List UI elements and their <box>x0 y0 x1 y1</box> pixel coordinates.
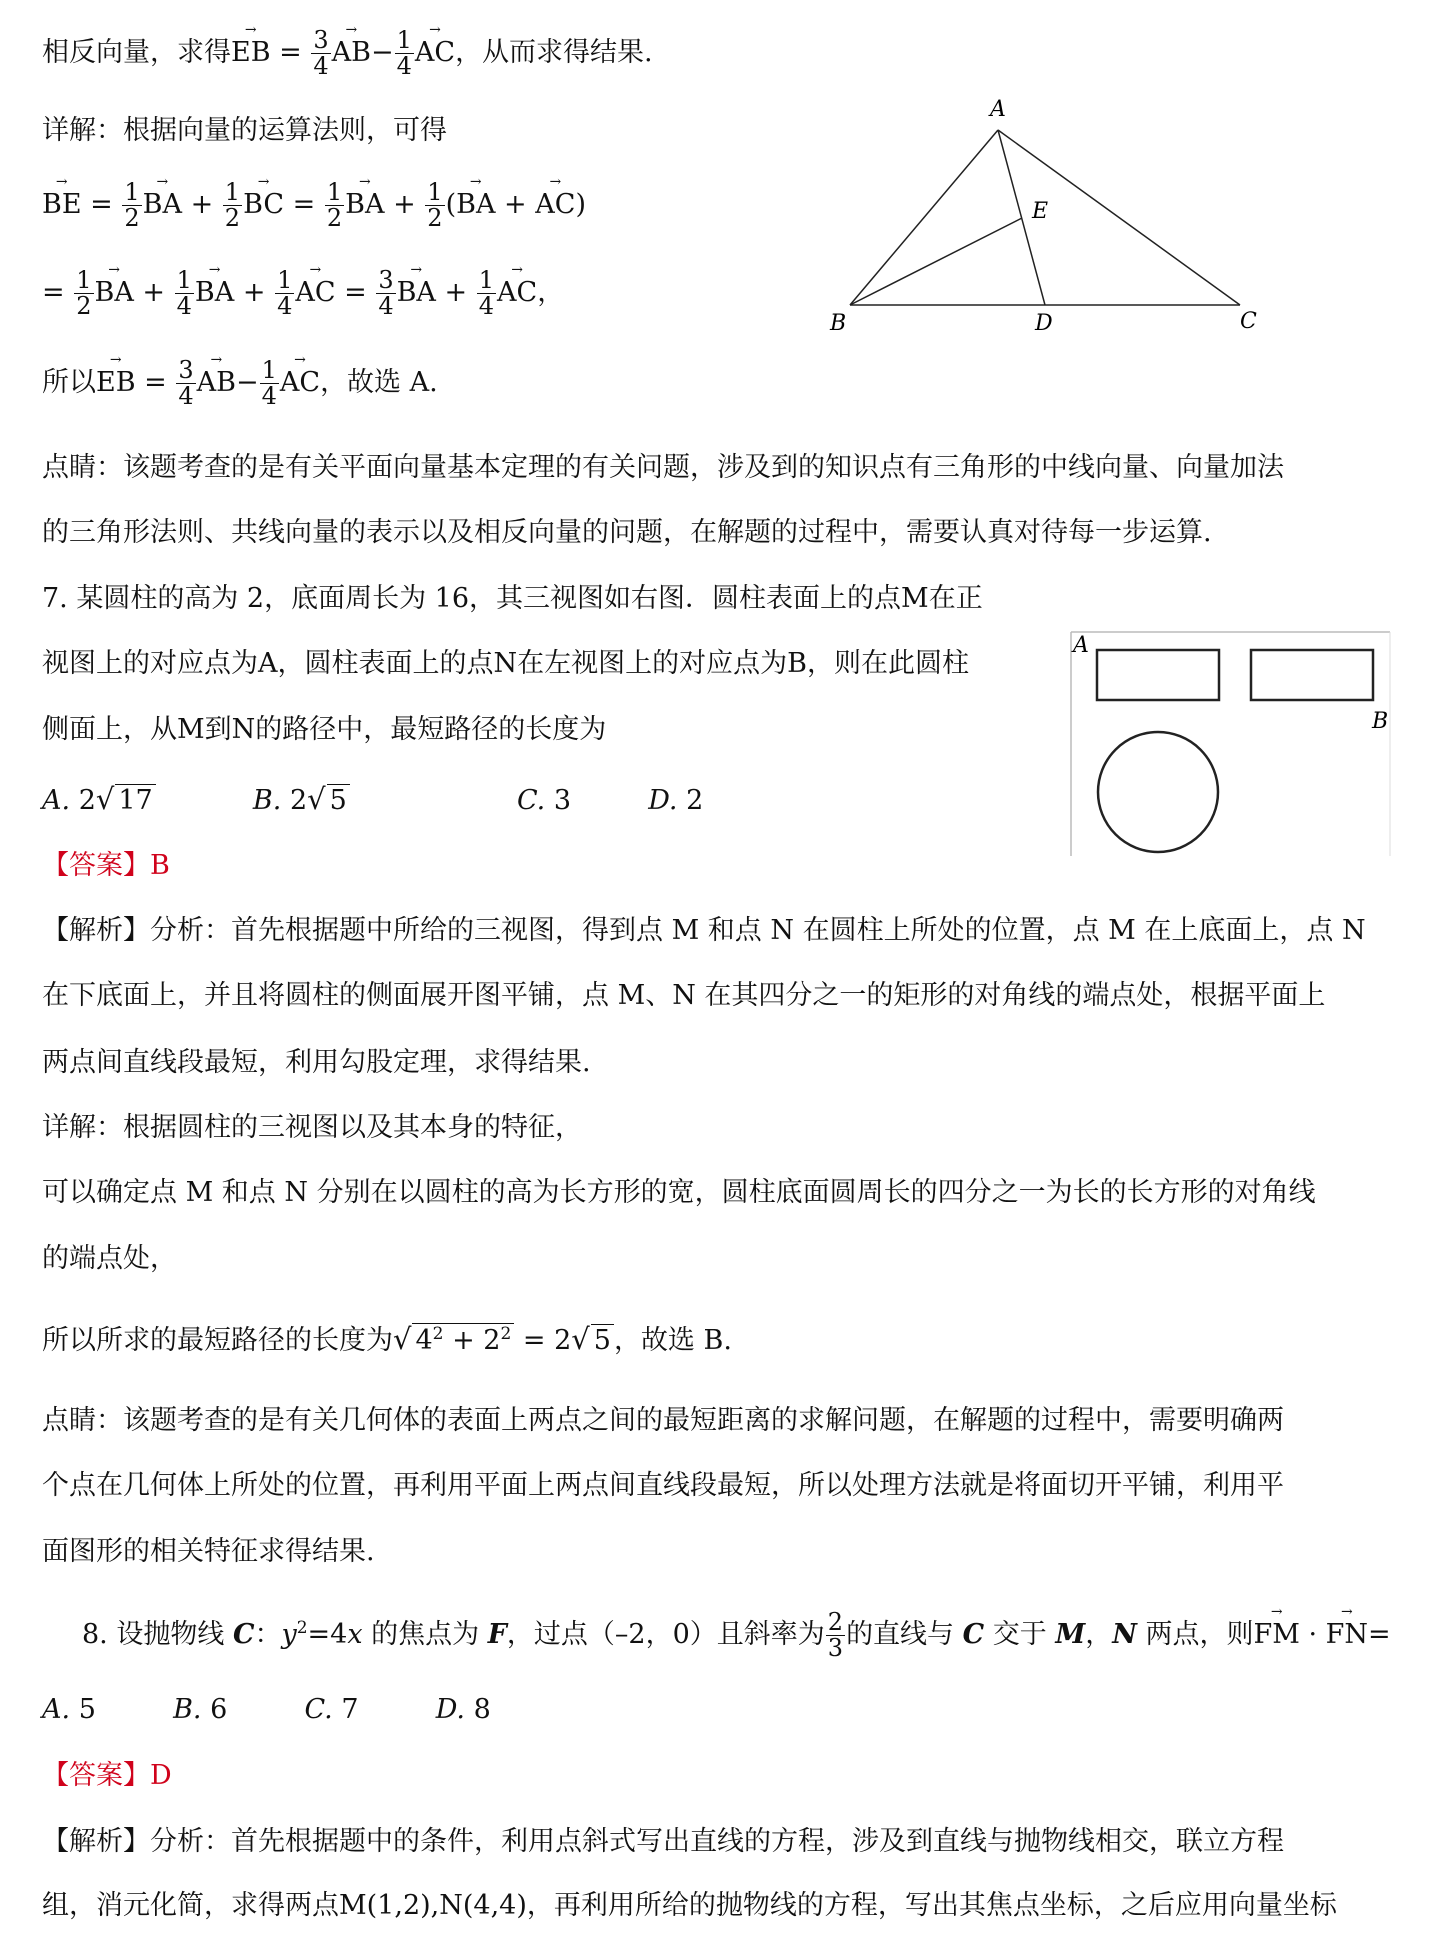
detail-line: 可以确定点 M 和点 N 分别在以圆柱的高为长方形的宽，圆柱底面圆周长的四分之一为长的长方形的对角线 <box>42 1177 1316 1208</box>
note-line: 面图形的相关特征求得结果. <box>42 1536 375 1567</box>
analysis-line: 【解析】分析：首先根据题中所给的三视图，得到点 M 和点 N 在圆柱上所处的位置，点 M 在上底面上，点 N <box>42 915 1366 946</box>
text-line: 详解：根据向量的运算法则，可得 <box>42 115 447 146</box>
label-b: B <box>1372 709 1389 734</box>
eq: = <box>270 37 311 69</box>
equation-line: 所以→ EB = $\frac{3}{4}$ → AB− $\frac{1}{4}$ → AC，故选 A. <box>42 358 438 409</box>
question-7-line: 视图上的对应点为A，圆柱表面上的点N在左视图上的对应点为B，则在此圆柱 <box>42 648 969 679</box>
label-c: C <box>1240 309 1257 334</box>
option-c: C. 7 <box>304 1694 359 1725</box>
equation-line: = $\frac{1}{2}$ → BA + $\frac{1}{4}$ → BA + $\frac{1}{4}$ → AC = $\frac{3}{4}$ → BA + $\frac{1}{4}$ → AC， <box>42 268 564 319</box>
question-7-line: 侧面上，从M到N的路径中，最短路径的长度为 <box>42 714 607 745</box>
option-c: C. 3 <box>516 785 572 816</box>
fraction: $\frac{3}{4}$ <box>313 26 329 81</box>
option-a: A. 2√ 17 <box>42 785 156 816</box>
vector-ac: → AC <box>415 37 455 69</box>
option-d: D. 8 <box>435 1694 491 1725</box>
note-line: 个点在几何体上所处的位置，再利用平面上两点间直线段最短，所以处理方法就是将面切开平铺，利用平 <box>42 1470 1284 1501</box>
vector-ab: → AB <box>332 37 371 69</box>
option-b: B. 2√ 5 <box>253 785 350 816</box>
vector-eb: → EB <box>231 37 271 69</box>
option-d: D. 2 <box>648 785 704 816</box>
analysis-line: 在下底面上，并且将圆柱的侧面展开图平铺，点 M、N 在其四分之一的矩形的对角线的端点处，根据平面上 <box>42 980 1326 1011</box>
top-view-circle <box>1098 732 1218 852</box>
detail-line: 所以所求的最短路径的长度为√ $4^2 + 2^2 = 2√$ 5 ，故选 B. <box>42 1322 732 1356</box>
edge-ab <box>850 130 998 305</box>
three-view-figure <box>1065 628 1395 860</box>
analysis-line: 【解析】分析：首先根据题中的条件，利用点斜式写出直线的方程，涉及到直线与抛物线相交，联立方程 <box>42 1826 1284 1857</box>
analysis-line: 两点间直线段最短，利用勾股定理，求得结果. <box>42 1047 591 1078</box>
label-a: A <box>1073 633 1089 658</box>
options-line <box>42 1694 491 1726</box>
detail-line: 详解：根据圆柱的三视图以及其本身的特征， <box>42 1112 582 1143</box>
note-line: 点睛：该题考查的是有关几何体的表面上两点之间的最短距离的求解问题，在解题的过程中，需要明确两 <box>42 1405 1284 1436</box>
label-a: A <box>990 97 1006 122</box>
triangle-figure <box>820 90 1260 340</box>
detail-line: 的端点处， <box>42 1243 177 1274</box>
question-8-line: 8. 设抛物线 C：$y^2=4x$ 的焦点为 F，过点（–2，0）且斜率为 $\frac{2}{3}$ 的直线与 C 交于 M，N 两点，则→ FM · → FN= <box>82 1610 1391 1661</box>
equation-line: → BE = $\frac{1}{2}$ → BA + $\frac{1}{2}$ → BC = $\frac{1}{2}$ → BA + $\frac{1}{2}$ (→ BA + → AC) <box>42 180 586 231</box>
text-line: 相反向量，求得→ EB = $\frac{3}{4}$ → AB− $\frac{1}{4}$ → AC，从而求得结果. <box>42 28 653 79</box>
option-a: A. 5 <box>42 1694 96 1725</box>
question-7-line: 7. 某圆柱的高为 2，底面周长为 16，其三视图如右图．圆柱表面上的点M在正 <box>42 583 983 614</box>
option-b: B. 6 <box>173 1694 228 1725</box>
front-view-rect <box>1097 650 1219 700</box>
segment-be <box>850 218 1022 305</box>
label-e: E <box>1032 199 1049 224</box>
answer-label: 【答案】B <box>42 850 170 881</box>
text-line: 点睛：该题考查的是有关平面向量基本定理的有关问题，涉及到的知识点有三角形的中线向量、向量加法 <box>42 452 1284 483</box>
label-d: D <box>1035 311 1053 336</box>
analysis-line: 组，消元化简，求得两点M(1,2),N(4,4)，再利用所给的抛物线的方程，写出其焦点坐标，之后应用向量坐标 <box>42 1890 1337 1921</box>
answer-label: 【答案】D <box>42 1760 172 1791</box>
text: 相反向量，求得 <box>42 37 231 69</box>
text-line: 的三角形法则、共线向量的表示以及相反向量的问题，在解题的过程中，需要认真对待每一步运算. <box>42 517 1212 548</box>
side-view-rect <box>1251 650 1373 700</box>
fraction: $\frac{1}{4}$ <box>396 26 412 81</box>
label-b: B <box>830 311 847 336</box>
options-line <box>42 782 703 817</box>
